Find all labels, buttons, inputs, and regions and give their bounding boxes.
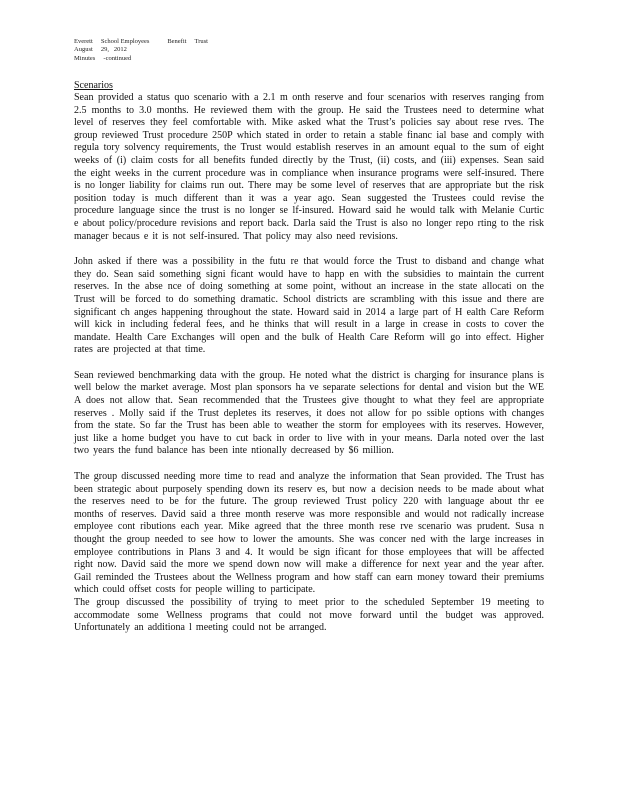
paragraph-reserves-scenarios: Sean provided a status quo scenario with a 2.1 m onth reserve and four scenarios with reserves ranging from 2.5 months to 3.0 months. He reviewed them with the group. He said the Trustees need to determine what level of reserves they feel comfortable with. Mike asked what the Trust’s policies say about rese rves. The group reviewed Trust procedure 250P which stated in order to retain a stable financ ial base and comply with regula tory solvency requirements, the Trust would establish reserves in an amount equal to the sum of eight weeks of (i) claim costs for all benefits funded directly by the Trust, (ii) costs, and (iii) expenses. Sean said the eight weeks in the current procedure was in compliance when insurance programs were self-insured. There is no longer liability for claims run out. There may be some level of reserves that are appropriate but the risk position today is much different than it was a year ago. Sean suggested the Trustees could revise the procedure language since the trust is no longer se lf-insured. Howard said he would talk with Melanie Curtic e about policy/procedure revisions and report back. Darla said the Trust is also no longer repo rting to the risk manager becaus e it is not self-insured. That policy may also need revisions. — [74, 92, 544, 242]
paragraph-benchmarking: Sean reviewed benchmarking data with the group. He noted what the district is charging for insurance plans is well below the market average. Most plan sponsors ha ve separate selections for dental and vision but the WE A does not allow that. Sean recommended that the Trustees give thought to what they feel are appropriate reserves . Molly said if the Trust depletes its reserves, it does not allow for po ssible options with changes from the state. So far the Trust has been able to weather the storm for employees with its reserves. However, just like a home budget you have to cut back in order to live with in your means. Darla noted over the last two years the fund balance has been inte ntionally decreased by $6 million. — [74, 369, 544, 457]
header-organization: Everett School Employees Benefit Trust — [74, 38, 208, 45]
section-title: Scenarios — [74, 80, 113, 91]
header-minutes: Minutes -continued — [74, 54, 132, 62]
paragraph-disband-question: John asked if there was a possibility in the futu re that would force the Trust to disband and change what they do. Sean said something signi ficant would have to happ en with the subsidies to maintain the current reserves. In the abse nce of doing something at some point, without an increase in the state allocati on the Trust will be forced to do something dramatic. School districts are scrambling with this issue and there are significant ch anges happening throughout the state. Howard said in 2014 a large part of H ealth Care Reform will kick in including federal fees, and he thinks that will result in a large in crease in costs to cover the mandate. Health Care Exchanges will open and the bulk of Health Care Reform will go into effect. Higher rates are projected at that time. — [74, 256, 544, 356]
page-header — [74, 38, 274, 63]
paragraph-meeting-scheduling: The group discussed the possibility of trying to meet prior to the scheduled September 19 meeting to accommodate some Wellness programs that could not move forward until the budget was approved. Unfortunately an additiona l meeting could not be arranged. — [74, 596, 544, 634]
header-date: August 29, 2012 — [74, 46, 127, 54]
paragraph-group-discussion: The group discussed needing more time to read and analyze the information that Sean provided. The Trust has been strategic about purposely spending down its reserv es, but now a decision needs to be made about what the reserves need to be for the future. The group reviewed Trust policy 220 with language about thr ee months of reserves. David said a three month reserve was more responsible and would not radically increase employee cont ributions each year. Mike agreed that the three month rese rve scenario was prudent. Susa n thought the group needed to see how to lower the amounts. She was concer ned with the large increases in employee contributions in Plans 3 and 4. It would be sign ificant for those employees that will be affected right now. David said the more we spend down now will make a difference for next year and the year after. Gail reminded the Trustees about the Wellness program and how staff can earn money toward their premiums which could offset costs for people willing to participate. — [74, 471, 544, 596]
document-body — [74, 92, 544, 635]
